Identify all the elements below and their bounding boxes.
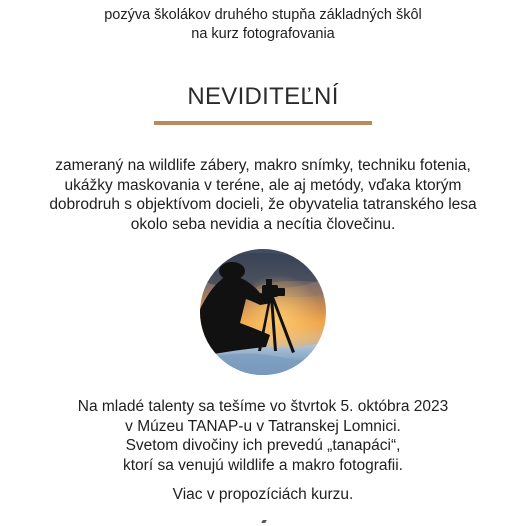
description-line-4: okolo seba nevidia a necítia človečinu. (130, 215, 396, 233)
more-info-text: Viac v propozíciách kurzu. (172, 486, 354, 503)
cropped-accent-mark (261, 520, 267, 523)
photo-illustration (200, 249, 326, 375)
photographer-silhouette-photo (200, 249, 326, 375)
invitation-line-3: Svetom divočiny ich prevedú „tanapáci“, (125, 437, 401, 454)
invitation-text (0, 397, 526, 475)
invitation-line-1: Na mladé talenty sa tešíme vo štvrtok 5. októbra 2023 (77, 398, 449, 415)
description-line-1: zameraný na wildlife zábery, makro snímky, techniku fotenia, (55, 157, 471, 174)
course-description (0, 156, 526, 234)
invitation-line-4: ktorí sa venujú wildlife a makro fotografii. (123, 456, 403, 474)
course-title: NEVIDITEĽNÍ (187, 83, 339, 110)
intro-line-1: pozýva školákov druhého stupňa základných škôl (104, 7, 422, 23)
invitation-line-2: v Múzeu TANAP-u v Tatranskej Lomnici. (125, 417, 401, 435)
intro-text (0, 6, 526, 44)
title-divider (154, 121, 372, 125)
intro-line-2: na kurz fotografovania (191, 26, 335, 42)
description-line-2: ukážky maskovania v teréne, ale aj metódy, vďaka ktorým (64, 176, 462, 194)
description-line-3: dobrodruh s objektívom docieli, že obyvatelia tatranského lesa (49, 196, 477, 213)
